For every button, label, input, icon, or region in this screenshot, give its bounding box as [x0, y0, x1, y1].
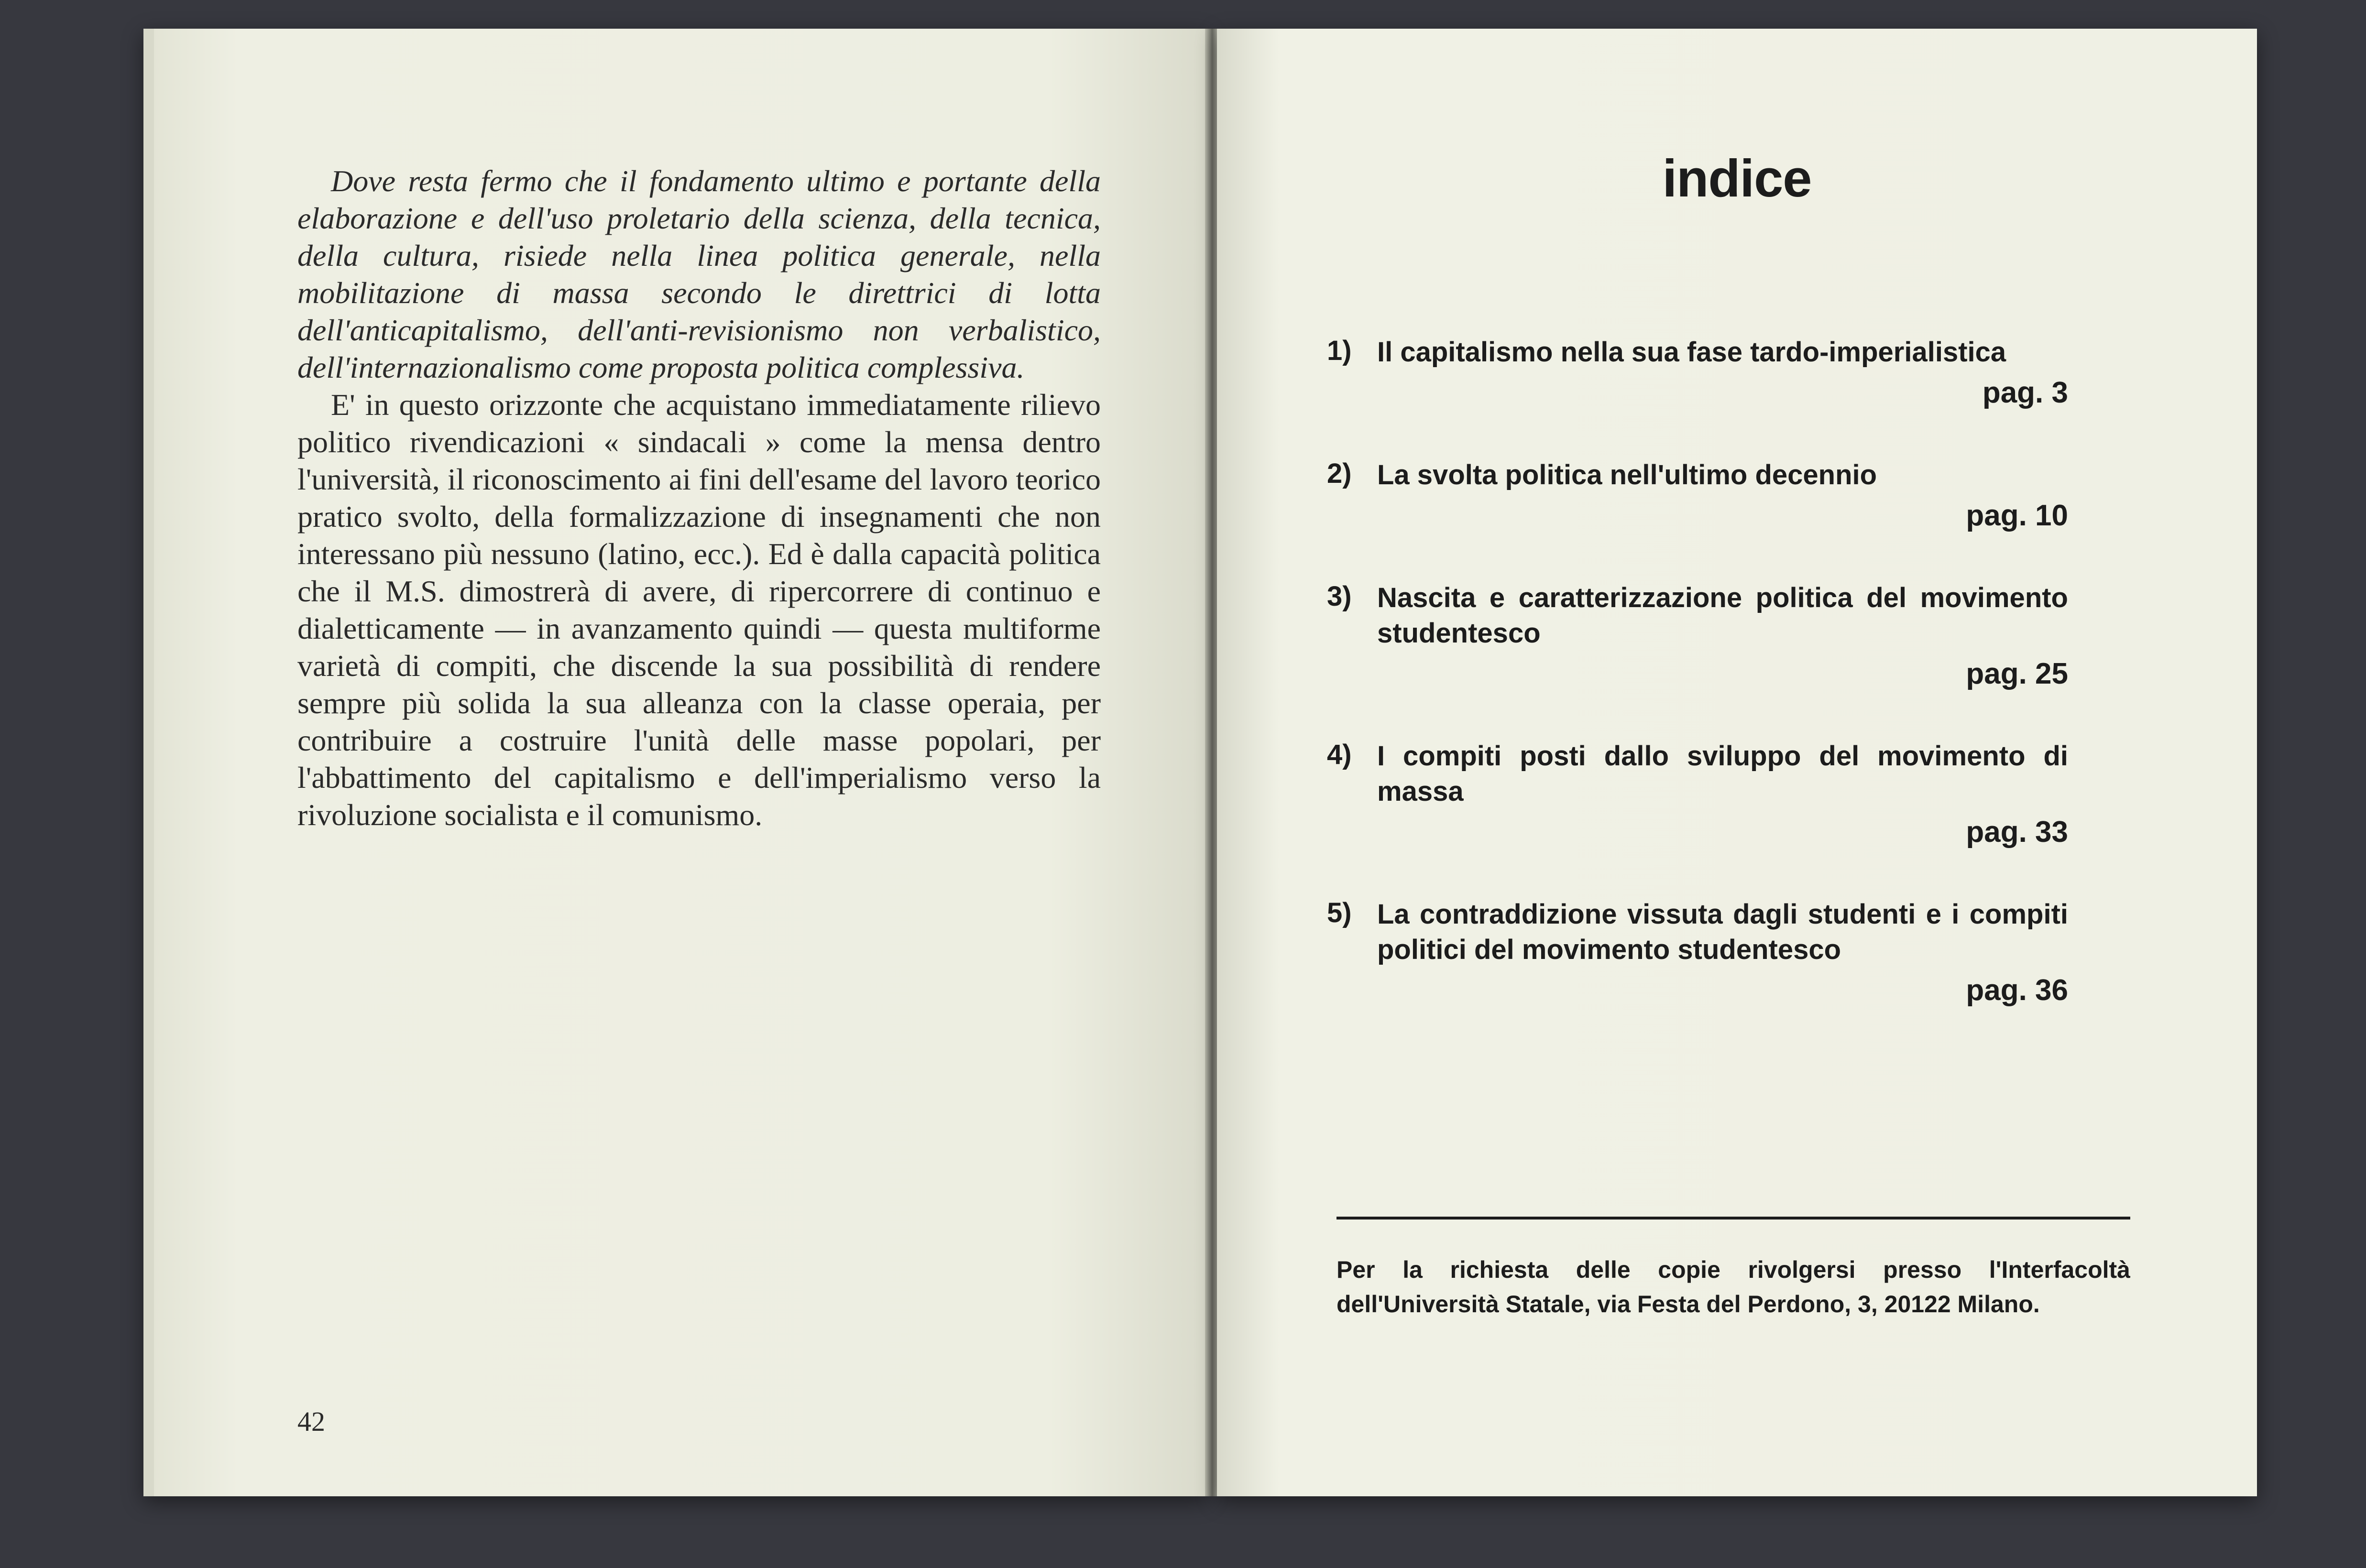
footnote: Per la richiesta delle copie rivolgersi presso l'Interfacoltà dell'Università Statale, via Festa del Perdono, 3, 20122 Milano.: [1336, 1256, 2130, 1318]
paragraph-italic: Dove resta fermo che il fondamento ultimo e portante della elaborazione e dell'uso proletario della scienza, della tecnica, della cultura, risiede nella linea politica generale, nella mobilitazione di massa secondo le direttrici di lotta dell'anticapitalismo, dell'anti-revisionismo non verbalistico, dell'internazionalismo come proposta politica complessiva.: [297, 164, 1101, 384]
toc-item: [1327, 457, 2068, 533]
table-of-contents: [1327, 335, 2068, 1055]
index-title: indice: [1662, 149, 1812, 208]
toc-number: 3): [1327, 581, 1352, 612]
toc-page: pag. 3: [1982, 376, 2068, 409]
left-page: [143, 29, 1207, 1496]
toc-item: [1327, 335, 2068, 410]
toc-number: 2): [1327, 458, 1352, 489]
toc-page: pag. 33: [1966, 816, 2068, 849]
right-page: [1217, 29, 2257, 1496]
toc-item: [1327, 580, 2068, 691]
toc-title: La contraddizione vissuta dagli studenti e i compiti politici del movimento studentesco: [1377, 899, 2068, 965]
horizontal-rule: [1336, 1217, 2130, 1220]
toc-number: 1): [1327, 335, 1352, 366]
toc-title: I compiti posti dallo sviluppo del movimento di massa: [1377, 740, 2068, 807]
body-text: [297, 163, 1101, 834]
open-booklet: [143, 29, 2257, 1496]
toc-item: [1327, 739, 2068, 849]
toc-page: pag. 25: [1966, 657, 2068, 690]
paragraph: E' in questo orizzonte che acquistano immediatamente rilievo politico rivendicazioni « sindacali » come la mensa dentro l'università, il riconoscimento ai fini dell'esame del lavoro teorico pratico svolto, della formalizzazione di insegnamenti che non interessano più nessuno (latino, ecc.). Ed è dalla capacità politica che il M.S. dimostrerà di avere, di ripercorrere di continuo e dialetticamente — in avanzamento quindi — questa multiforme varietà di compiti, che discende la sua possibilità di rendere sempre più solida la sua alleanza con la classe operaia, per contribuire a costruire l'unità delle masse popolari, per l'abbattimento del capitalismo e dell'imperialismo verso la rivoluzione socialista e il comunismo.: [297, 388, 1101, 832]
toc-title: La svolta politica nell'ultimo decennio: [1377, 459, 1877, 490]
toc-title: Nascita e caratterizzazione politica del movimento studentesco: [1377, 582, 2068, 649]
toc-page: pag. 10: [1966, 499, 2068, 532]
toc-number: 5): [1327, 897, 1352, 928]
page-number: 42: [297, 1406, 325, 1437]
toc-title: Il capitalismo nella sua fase tardo-imperialistica: [1377, 337, 2006, 368]
toc-page: pag. 36: [1966, 974, 2068, 1007]
toc-number: 4): [1327, 739, 1352, 770]
toc-item: [1327, 897, 2068, 1007]
